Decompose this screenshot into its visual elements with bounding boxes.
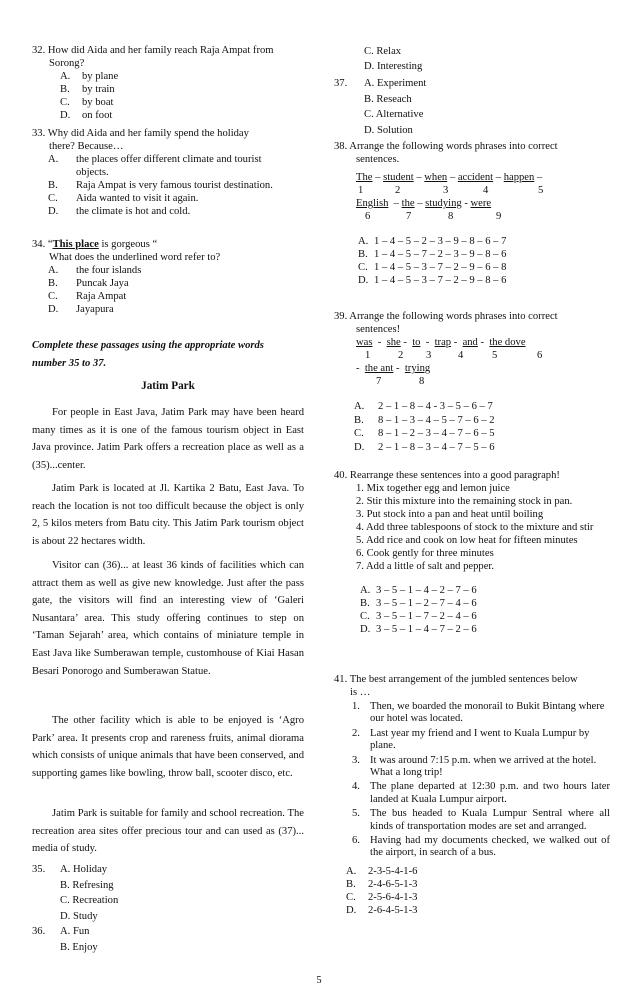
option: B. Enjoy	[60, 942, 98, 953]
passage-paragraph: The other facility which is able to be enjoyed is ‘Agro Park’ area. It presents crop and rareness fruits, animal diorama which consists of unique animals that have been conserved, and supporting games like bowling, throw ball, scooter disco, etc.	[32, 715, 304, 779]
option: D. Solution	[364, 124, 413, 136]
option: A. 3 – 5 – 1 – 4 – 2 – 7 – 6	[360, 585, 477, 596]
option: D. Jayapura	[48, 304, 114, 315]
option: C. Alternative	[364, 109, 424, 120]
question-37: 37. A. Experiment B. Reseach C. Alternative D. Solution	[334, 76, 610, 138]
option: A. 2-3-5-4-1-6	[346, 865, 418, 877]
option: C. by boat	[60, 97, 114, 108]
underlined-phrase: This place	[52, 239, 99, 250]
list-item: 1. Mix together egg and lemon juice	[356, 483, 510, 494]
list-item: 4. Add three tablespoons of stock to the mixture and stir	[356, 522, 594, 533]
word-list: was - she - to - trap - and - the dove 1 2 3 4 5 6 - the ant - trying 7 8	[356, 337, 543, 387]
question-32	[32, 44, 304, 122]
question-stem: 34. “This place is gorgeous “	[32, 239, 158, 250]
list-item: 6. Having had my documents checked, we walked out of the airport, in search of a bus.	[352, 835, 610, 859]
question-33	[32, 127, 304, 218]
passage-title: Jatim Park	[141, 380, 195, 392]
passage-paragraph: For people in East Java, Jatim Park may have been heard many times as it is one of the famous tourism object in East Java province. Jatim Park offers a recreation place as well as a (35)...center.	[32, 407, 304, 471]
sentence-list	[334, 701, 610, 860]
question-stem: 32. How did Aida and her family reach Raja Ampat from	[32, 45, 274, 56]
question-36: 36. A. Fun B. Enjoy	[32, 924, 304, 956]
list-item: 2. Last year my friend and I went to Kuala Lumpur by plane.	[352, 727, 590, 752]
question-stem: Sorong?	[49, 58, 85, 69]
passage-paragraph: Visitor can (36)... at least 36 kinds of facilities which can attract them as well as give new knowledge. Just after the pass gate, the visitors will find an interesting view of ‘Galeri Nusantara’ area. This study offering continues to step on ‘Taman Sejarah’ area, which contains of miniature temple in East Java like Sumberawan temple, customhouse of Kiai Hasan Besari Ponorogo and Sumberawan Statue.	[32, 560, 304, 677]
question-stem: there? Because…	[49, 141, 124, 152]
option: D. 1 – 4 – 5 – 3 – 7 – 2 – 9 – 8 – 6	[358, 275, 507, 286]
question-stem: sentences!	[356, 324, 401, 335]
list-item: 3. Put stock into a pan and heat until boiling	[356, 509, 544, 520]
question-stem: 41. The best arrangement of the jumbled sentences below	[334, 674, 578, 685]
option: B. Puncak Jaya	[48, 278, 129, 289]
list-item: 6. Cook gently for three minutes	[356, 548, 494, 559]
option: C. Raja Ampat	[48, 291, 127, 302]
option: B. 8 – 1 – 3 – 4 – 5 – 7 – 6 – 2	[354, 414, 495, 426]
passage-paragraph: Jatim Park is located at Jl. Kartika 2 Batu, East Java. To reach the location is not too difficult because the object is only 2, 5 kilos meters from Batu city. This Jatim Park tourism object is about 22 hectares width.	[32, 483, 304, 547]
question-41	[334, 673, 610, 918]
question-34	[32, 238, 304, 316]
word-list: The – student – when – accident – happen – 1 2 3 4 5 English – the – studying - were 6 7 8 9	[356, 172, 544, 222]
option: A. the four islands	[48, 265, 142, 276]
option: A. 2 – 1 – 8 – 4 - 3 – 5 – 6 – 7	[354, 401, 493, 412]
list-item: 1. Then, we boarded the monorail to Bukit Bintang where our hotel was located.	[352, 701, 605, 725]
question-stem: 38. Arrange the following words phrases into correct	[334, 141, 558, 152]
question-stem: What does the underlined word refer to?	[49, 252, 221, 263]
list-item: 5. Add rice and cook on low heat for fifteen minutes	[356, 535, 578, 546]
question-stem: 40. Rearrange these sentences into a good paragraph!	[334, 470, 560, 481]
option: D. Interesting	[364, 61, 423, 72]
passage-paragraph: Jatim Park is suitable for family and school recreation. The recreation area sites offer precious tour and can used as (37)... media of study.	[32, 808, 304, 855]
option: D. 2 – 1 – 8 – 3 – 4 – 7 – 5 – 6	[354, 441, 495, 453]
option: D. 2-6-4-5-1-3	[346, 905, 418, 917]
option: B. Refresing	[60, 879, 114, 891]
list-item: 5. The bus headed to Kuala Lumpur Sentral where all kinds of transportation modes are set and arranged.	[352, 808, 610, 832]
option: C. 2-5-6-4-1-3	[346, 892, 418, 904]
option: C. Relax	[364, 46, 402, 57]
question-39	[334, 310, 610, 454]
option: D. Study	[60, 910, 98, 922]
option: B. by train	[60, 84, 115, 95]
page-number: 5	[316, 975, 322, 986]
option: C. 3 – 5 – 1 – 7 – 2 – 4 – 6	[360, 611, 477, 622]
option: D. 3 – 5 – 1 – 4 – 7 – 2 – 6	[360, 624, 477, 635]
option: D. on foot	[60, 110, 113, 121]
option: A. 1 – 4 – 5 – 2 – 3 – 9 – 8 – 6 – 7	[358, 236, 507, 247]
option: A. Holiday	[60, 864, 108, 875]
option: C. 1 – 4 – 5 – 3 – 7 – 2 – 9 – 6 – 8	[358, 262, 507, 273]
list-item: 3. It was around 7:15 p.m. when we arrived at the hotel. What a long trip!	[352, 754, 597, 779]
question-35: 35. A. Holiday B. Refresing C. Recreation D. Study	[32, 862, 304, 924]
option: C. 8 – 1 – 2 – 3 – 4 – 7 – 6 – 5	[354, 428, 495, 439]
option: A. by plane	[60, 71, 119, 82]
list-item: 2. Stir this mixture into the remaining stock in pan.	[356, 496, 573, 507]
question-stem: is …	[350, 687, 371, 698]
option: A. Fun	[60, 926, 90, 937]
question-stem: 39. Arrange the following words phrases into correct	[334, 311, 558, 322]
passage-instruction: Complete these passages using the appropriate words number 35 to 37.	[32, 340, 264, 369]
option: B. 1 – 4 – 5 – 7 – 2 – 3 – 9 – 8 – 6	[358, 249, 507, 260]
question-stem: sentences.	[356, 154, 400, 165]
option: B. Reseach	[364, 93, 412, 105]
option: A. Experiment	[364, 78, 427, 89]
list-item: 4. The plane departed at 12:30 p.m. and two hours later landed at Kuala Lumpur airport.	[352, 781, 610, 805]
question-40	[334, 469, 610, 636]
option: B. 2-4-6-5-1-3	[346, 879, 418, 891]
option: B. 3 – 5 – 1 – 2 – 7 – 4 – 6	[360, 598, 477, 609]
question-stem: 33. Why did Aida and her family spend the holiday	[32, 128, 249, 139]
sentence-list	[334, 482, 610, 573]
option: C. Aida wanted to visit it again.	[48, 193, 199, 204]
question-36-continued	[364, 44, 610, 74]
option: C. Recreation	[60, 895, 119, 906]
list-item: 7. Add a little of salt and pepper.	[356, 561, 494, 572]
option: A. the places offer different climate and tourist objects.	[48, 154, 262, 178]
question-38	[334, 140, 610, 287]
option: D. the climate is hot and cold.	[48, 206, 191, 217]
option: B. Raja Ampat is very famous tourist destination.	[48, 180, 273, 191]
